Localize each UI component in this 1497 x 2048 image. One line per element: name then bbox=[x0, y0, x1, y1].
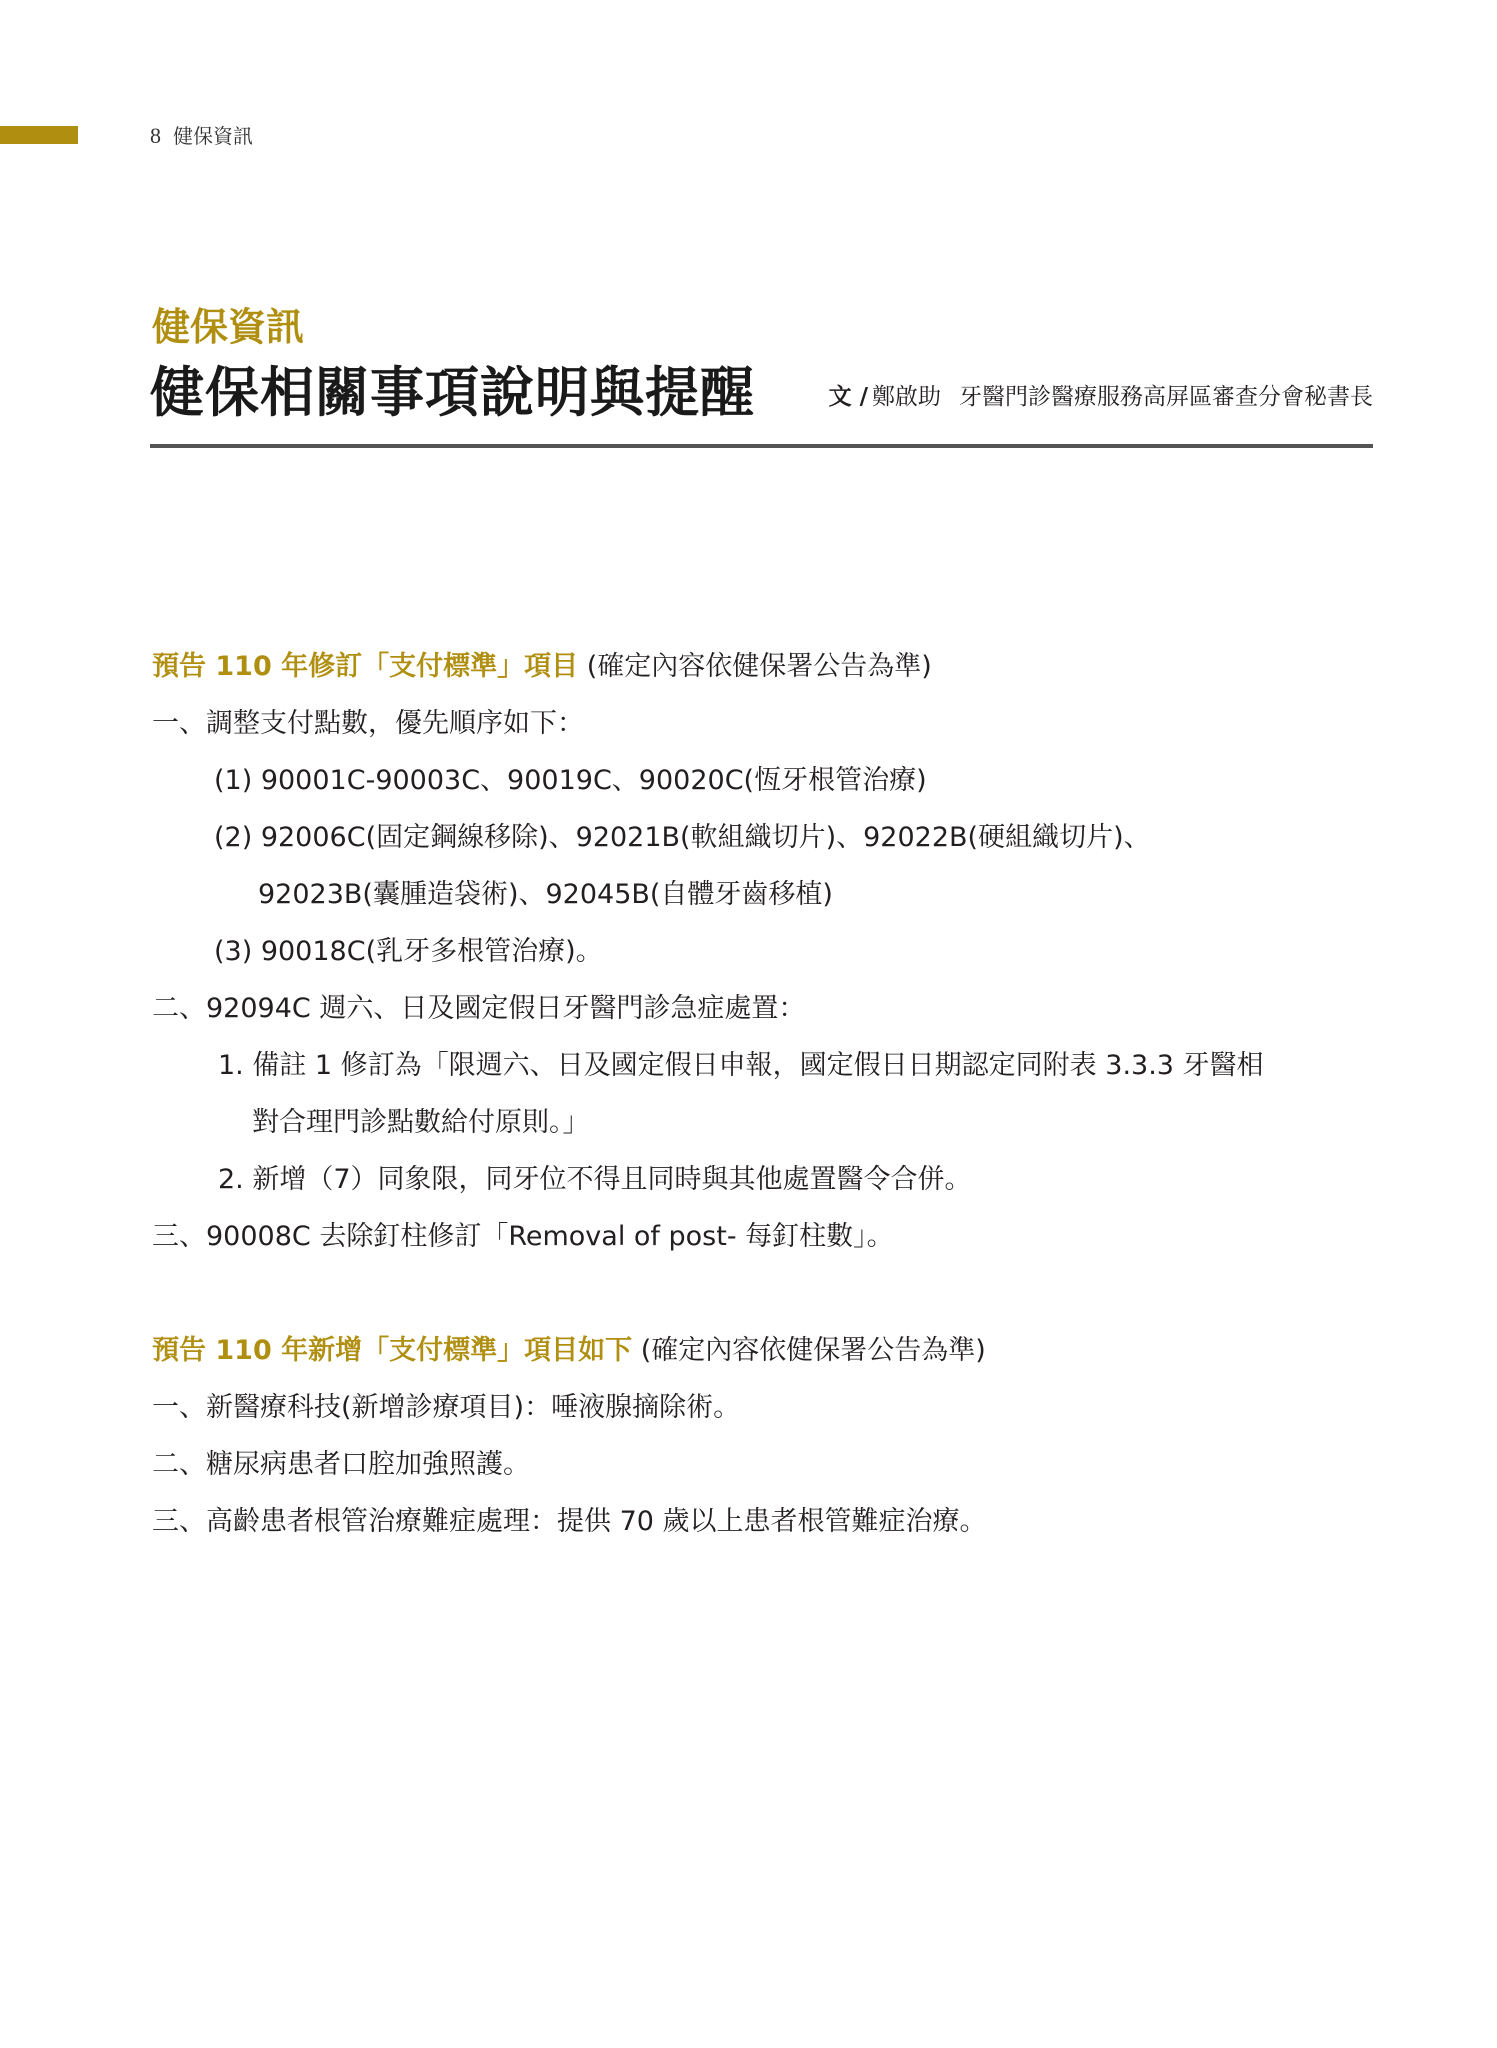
section2-heading: 預告 110 年新增「支付標準」項目如下 bbox=[152, 1335, 633, 1366]
header-accent-bar bbox=[0, 126, 78, 144]
section2-heading-line bbox=[152, 1322, 1377, 1379]
author-name: 鄭啟助 bbox=[872, 384, 941, 410]
article-category: 健保資訊 bbox=[152, 305, 305, 349]
title-divider bbox=[150, 444, 1373, 448]
section1-item-1-sub-2: (2) 92006C(固定鋼線移除)、92021B(軟組織切片)、92022B(硬組織切片)、 bbox=[214, 822, 1151, 853]
article-title: 健保相關事項說明與提醒 bbox=[150, 361, 755, 424]
section1-item-3: 三、90008C 去除釘柱修訂「Removal of post- 每釘柱數」。 bbox=[152, 1221, 894, 1252]
section1-item-1-sub-2-cont: 92023B(囊腫造袋術)、92045B(自體牙齒移植) bbox=[258, 879, 833, 910]
section2-note: (確定內容依健保署公告為準) bbox=[640, 1335, 986, 1366]
section1-heading-line bbox=[152, 638, 1377, 695]
running-header bbox=[150, 120, 253, 149]
section1-item-2: 二、92094C 週六、日及國定假日牙醫門診急症處置： bbox=[152, 993, 806, 1024]
section1-item-2-sub-2: 2. 新增（7）同象限，同牙位不得且同時與其他處置醫令合併。 bbox=[218, 1164, 972, 1195]
section-spacer bbox=[152, 1265, 1377, 1322]
section2-item-1: 一、新醫療科技(新增診療項目)：唾液腺摘除術。 bbox=[152, 1392, 741, 1423]
section1-item-1-sub-1: (1) 90001C-90003C、90019C、90020C(恆牙根管治療) bbox=[214, 765, 927, 796]
section1-note: (確定內容依健保署公告為準) bbox=[586, 651, 932, 682]
section1-heading: 預告 110 年修訂「支付標準」項目 bbox=[152, 651, 579, 682]
article-body bbox=[152, 638, 1377, 1550]
author-title: 牙醫門診醫療服務高屏區審查分會秘書長 bbox=[959, 384, 1373, 410]
byline bbox=[829, 378, 1373, 411]
section2-item-3: 三、高齡患者根管治療難症處理：提供 70 歲以上患者根管難症治療。 bbox=[152, 1506, 987, 1537]
running-header-section: 健保資訊 bbox=[173, 124, 253, 148]
section1-item-2-sub-1: 1. 備註 1 修訂為「限週六、日及國定假日申報，國定假日日期認定同附表 3.3.3 牙醫相 bbox=[218, 1050, 1264, 1081]
section1-item-1-sub-3: (3) 90018C(乳牙多根管治療)。 bbox=[214, 936, 603, 967]
page-number: 8 bbox=[150, 123, 161, 148]
section1-item-1: 一、調整支付點數，優先順序如下： bbox=[152, 708, 584, 739]
section1-item-2-sub-1-cont: 對合理門診點數給付原則。」 bbox=[252, 1107, 590, 1138]
section2-item-2: 二、糖尿病患者口腔加強照護。 bbox=[152, 1449, 530, 1480]
byline-prefix: 文 / bbox=[828, 384, 868, 410]
